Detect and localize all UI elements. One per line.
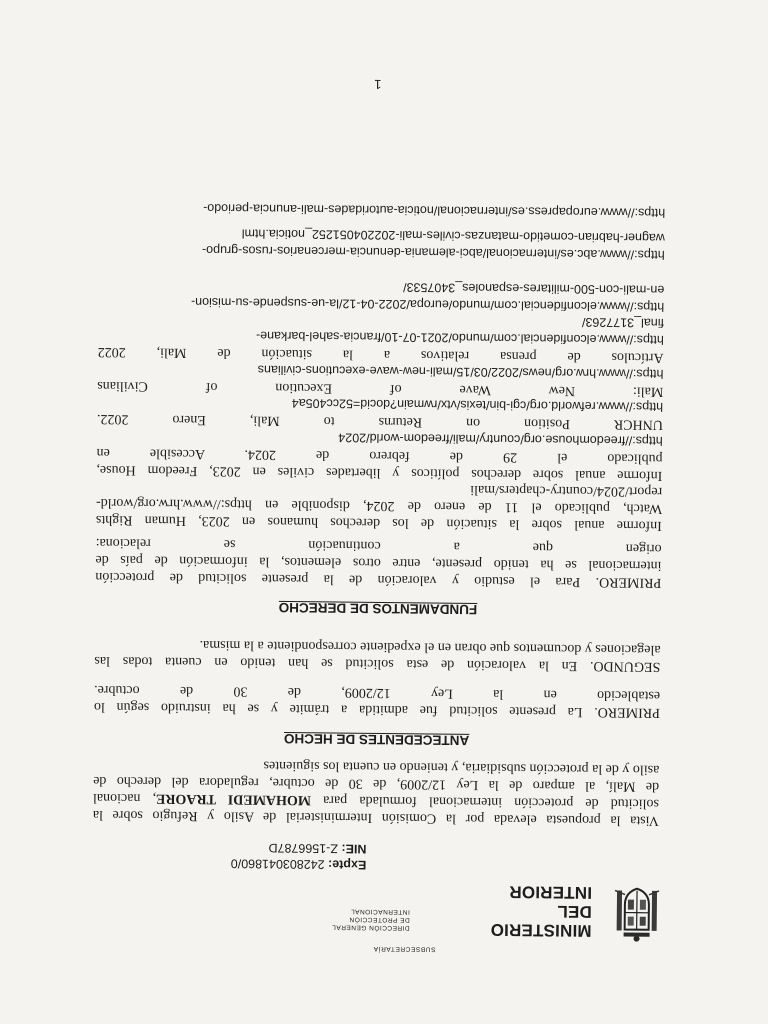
paragraph-line: PRIMERO. Para el estudio y valoración de la presente solicitud de protección <box>95 568 662 590</box>
paragraph-line: origen que a continuación se relaciona: <box>95 534 662 556</box>
direccion-general-label <box>332 906 410 931</box>
source-url: https://www.abc.es/internacional/abci-alemania-denuncia-mercenarios-rusos-grupo- <box>201 243 665 262</box>
ministry-line: MINISTERIO <box>490 920 592 941</box>
antecedentes-segundo <box>94 635 660 675</box>
source-url: https://freedomhouse.org/country/mali/freedom-world/2024 <box>338 430 663 448</box>
source-line: Informe anual sobre la situación de los derechos humanos en 2023, Human Rights <box>95 511 662 533</box>
paragraph-line: alegaciones y documentos que obran en el expediente correspondiente a la misma. <box>199 637 661 657</box>
ministry-name <box>490 882 592 940</box>
nie-label: NIE: <box>341 841 367 856</box>
ministry-line: INTERIOR <box>509 882 593 903</box>
expediente-number <box>231 856 367 871</box>
expte-value: 242803041860/0 <box>230 856 325 872</box>
intro-line-suffix: , nacional <box>92 789 157 806</box>
direccion-line: DIRECCIÓN GENERAL <box>331 923 410 932</box>
intro-line: Vista la propuesta elevada por la Comisión Interministerial de Asilo y Refugio sobre la <box>92 806 659 828</box>
source-line: publicado el 29 de febrero de 2024. Accesible en <box>96 444 663 466</box>
direccion-line: INTERNACIONAL <box>350 907 410 916</box>
subsecretaria-label: SUBSECRETARÍA <box>373 944 436 953</box>
source-url: https://www.hrw.org/news/2022/03/15/mali-new-wave-executions-civilians <box>257 362 664 381</box>
page-number: 1 <box>374 76 382 92</box>
source-url: wagner-habrian-cometido-matanzas-civiles-mali-202204051252_noticia.html <box>241 226 665 246</box>
source-line: Informe anual sobre derechos políticos y libertades civiles en 2023, Freedom House, <box>96 461 663 483</box>
fundamentos-heading: FUNDAMENTOS DE DERECHO <box>278 599 478 617</box>
paragraph-line: internacional se ha tenido presente, entre otros elementos, la información de país de <box>95 551 662 573</box>
intro-line: de Malí, al amparo de la Ley 12/2009, de 30 de octubre, reguladora del derecho de <box>93 772 660 794</box>
antecedentes-heading: ANTECEDENTES DE HECHO <box>283 730 470 748</box>
direccion-line: DE PROTECCIÓN <box>349 915 410 924</box>
source-url: https://www.refworld.org/cgi-bin/texis/vtx/rwmain?docid=52cc405a4 <box>291 396 664 415</box>
coat-of-arms-seal-icon <box>614 884 661 942</box>
intro-paragraph <box>93 755 660 829</box>
expte-label: Expte: <box>328 857 367 872</box>
antecedentes-primero <box>94 681 660 721</box>
source-url: https://www.elconfidencial.com/mundo/europa/2022-04-12/la-ue-suspende-su-mision- <box>190 294 665 314</box>
source-line: Artículos de prensa relativos a la situación de Mali, 2022 <box>97 344 664 365</box>
paragraph-line: SEGUNDO. En la valoración de esta solicitud se han tenido en cuenta todas las <box>94 652 661 674</box>
source-url: https://www.europapress.es/internacional/noticia-autoridades-mali-anuncia-periodo- <box>203 201 666 221</box>
paragraph-line: PRIMERO. La presente solicitud fue admitida a trámite y se ha instruido según lo <box>93 698 660 720</box>
source-line: Watch, publicado el 11 de enero de 2024, disponible en https://www.hrw.org/world- <box>96 495 663 517</box>
sources-list <box>96 199 665 533</box>
paragraph-line: establecido en la Ley 12/2009, de 30 de octubre. <box>94 681 661 703</box>
nie-value: Z-1566787D <box>268 840 339 856</box>
fundamentos-primero <box>95 534 662 591</box>
ministry-line: DEL <box>557 901 592 922</box>
intro-line-text: solicitud de protección internacional formulada para <box>323 792 660 811</box>
source-line: UNHCR Position on Returns to Mali, Enero 2022. <box>96 411 664 433</box>
applicant-name: MOHAMEDI TRAORE <box>155 790 312 808</box>
source-url: en-mali-con-500-militares-espanoles_3407533/ <box>403 280 665 297</box>
source-url: final_3177263/ <box>581 315 665 331</box>
source-line: report/2024/country-chapters/mali <box>470 482 663 500</box>
source-line: Mali: New Wave of Execution of Civilians <box>97 377 664 399</box>
nie-number <box>268 841 366 856</box>
source-url: https://www.elconfidencial.com/mundo/2021-07-10/francia-sahel-barkane- <box>255 328 664 348</box>
intro-line: asilo y de la protección subsidiaria, y teniendo en cuenta los siguientes <box>263 757 660 777</box>
